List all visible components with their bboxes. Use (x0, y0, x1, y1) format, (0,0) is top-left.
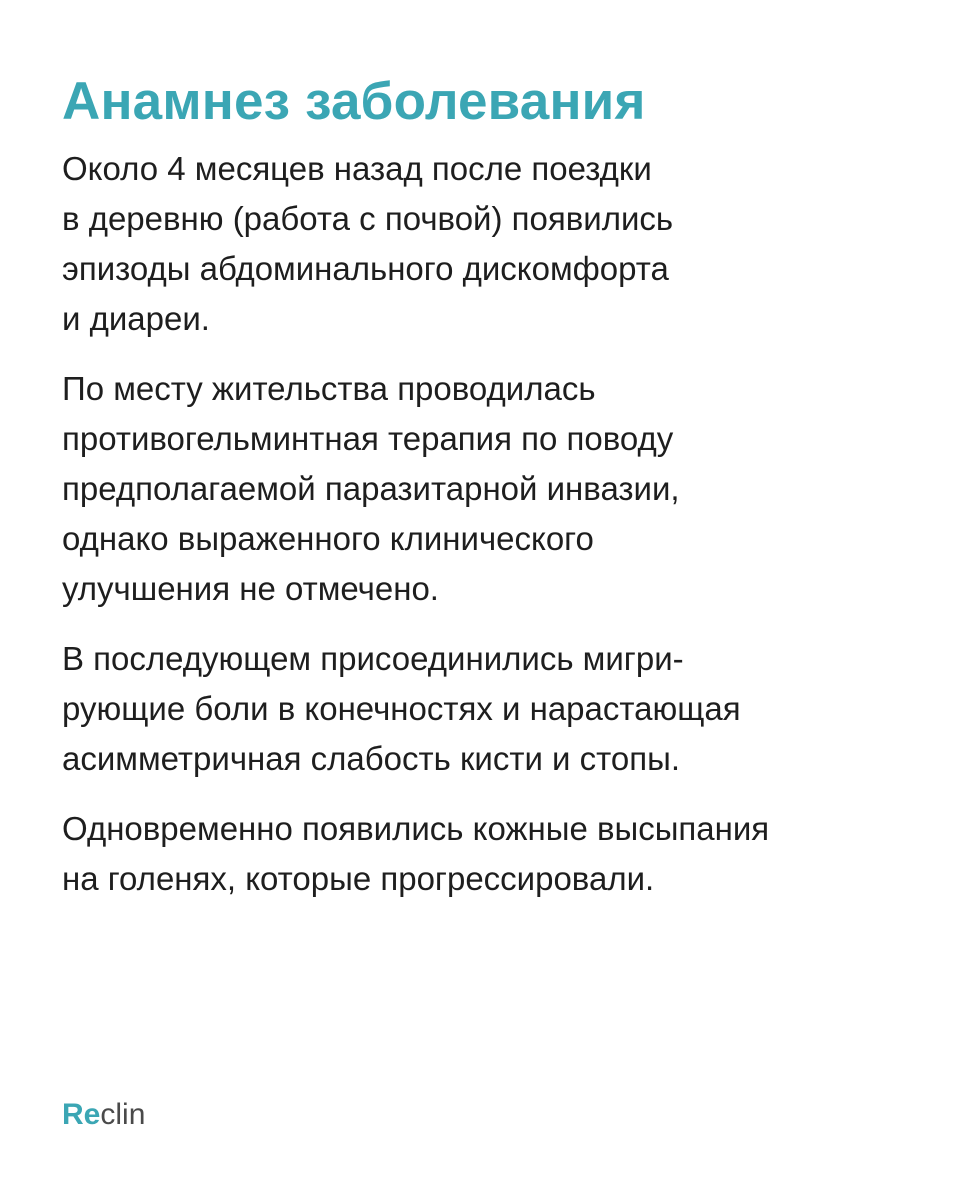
text-line: и диареи. (62, 300, 210, 337)
text-line: противогельминтная терапия по поводу (62, 420, 674, 457)
logo-rest: clin (100, 1098, 146, 1131)
text-line: в деревню (работа с почвой) появились (62, 200, 674, 237)
text-line: эпизоды абдоминального дискомфорта (62, 250, 669, 287)
page-title: Анамнез заболевания (62, 72, 646, 131)
text-line: Одновременно появились кожные высыпания (62, 810, 770, 847)
text-line: однако выраженного клинического (62, 520, 594, 557)
text-line: В последующем присоединились мигри- (62, 640, 684, 677)
article-body (62, 144, 912, 924)
paragraph-skin (62, 804, 912, 904)
text-line: улучшения не отмечено. (62, 570, 439, 607)
reclin-logo (62, 1095, 145, 1135)
text-line: Около 4 месяцев назад после поездки (62, 150, 652, 187)
paragraph-onset (62, 144, 912, 344)
paragraph-treatment (62, 364, 912, 614)
text-line: По месту жительства проводилась (62, 370, 596, 407)
text-line: на голенях, которые прогрессировали. (62, 860, 655, 897)
text-line: предполагаемой паразитарной инвазии, (62, 470, 680, 507)
text-line: рующие боли в конечностях и нарастающая (62, 690, 741, 727)
text-line: асимметричная слабость кисти и стопы. (62, 740, 681, 777)
logo-accent: Re (62, 1098, 101, 1131)
paragraph-neurology (62, 634, 912, 784)
